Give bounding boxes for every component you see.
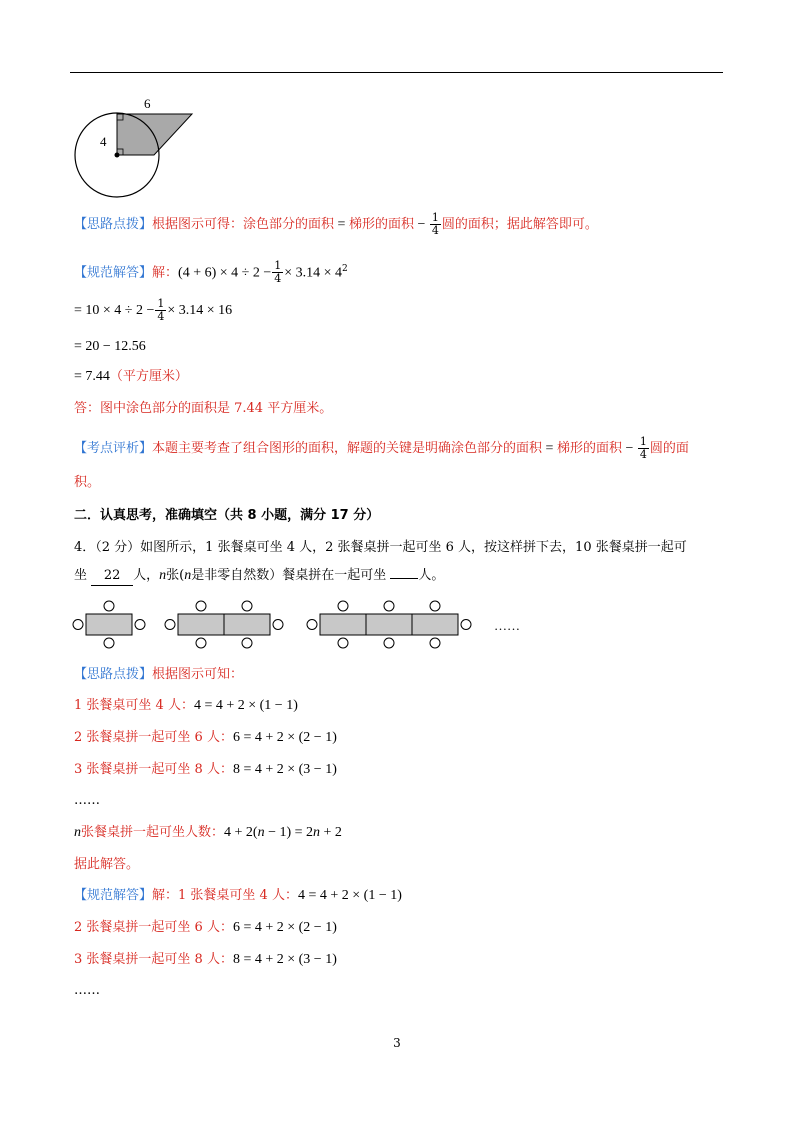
- review-line: 【考点评析】本题主要考查了组合图形的面积，解题的关键是明确涂色部分的面积 = 梯形的面积 − $\frac{1}{4}$ 圆的面: [74, 435, 689, 461]
- page-number: 3: [393, 1036, 401, 1050]
- label-side: 4: [100, 134, 107, 149]
- hint-row-1: 1 张餐桌可坐 4 人：4 = 4 + 2 × (1 − 1): [74, 698, 298, 713]
- hint-line-1: 【思路点拨】根据图示可得：涂色部分的面积 = 梯形的面积 − $\frac{1}{4}$ 圆的面积；据此解答即可。: [74, 211, 598, 237]
- section-heading: 二．认真思考，准确填空（共 8 小题，满分 17 分）: [74, 508, 380, 523]
- question-4-line-b: 坐 22 人，n张(n是非零自然数）餐桌拼在一起可坐 人。: [74, 567, 444, 586]
- hint-row-n: n张餐桌拼一起可坐人数：4 + 2(n − 1) = 2n + 2: [74, 825, 342, 840]
- answer-blank-1[interactable]: 22: [91, 567, 133, 586]
- fraction: $\frac{1}{4}$: [639, 435, 647, 461]
- answer-row-2: 2 张餐桌拼一起可坐 6 人：6 = 4 + 2 × (2 − 1): [74, 920, 337, 935]
- conclusion-line: 答：图中涂色部分的面积是 7.44 平方厘米。: [74, 401, 333, 416]
- header-rule: [70, 72, 723, 73]
- hint-row-2: 2 张餐桌拼一起可坐 6 人：6 = 4 + 2 × (2 − 1): [74, 730, 337, 745]
- hint-row-3: 3 张餐桌拼一起可坐 8 人：8 = 4 + 2 × (3 − 1): [74, 762, 337, 777]
- calc-line-5: = 7.44（平方厘米）: [74, 369, 188, 384]
- tables-figure: [70, 598, 540, 650]
- answer-dots: ……: [74, 983, 100, 998]
- question-4-line-a: 4．（2 分）如图所示，1 张餐桌可坐 4 人，2 张餐桌拼一起可坐 6 人，按这样拼下去，10 张餐桌拼一起可: [74, 540, 687, 555]
- circle-trapezoid-figure: [62, 92, 202, 204]
- answer-blank-2[interactable]: [390, 578, 418, 579]
- calc-line-3: = 10 × 4 ÷ 2 − $\frac{1}{4}$ × 3.14 × 16: [74, 297, 233, 323]
- two-tables-group: [165, 601, 283, 648]
- calc-line-4: = 20 − 12.56: [74, 339, 146, 354]
- one-table-group: [73, 601, 145, 648]
- fraction: $\frac{1}{4}$: [157, 297, 165, 323]
- answer-intro: 【规范解答】解：1 张餐桌可坐 4 人：4 = 4 + 2 × (1 − 1): [74, 888, 402, 903]
- hint-intro: 【思路点拨】根据图示可知：: [74, 667, 244, 682]
- answer-line-2: 【规范解答】解：(4 + 6) × 4 ÷ 2 − $\frac{1}{4}$ × $3.14 \times 4^2$: [74, 259, 348, 286]
- ellipsis: ……: [494, 618, 520, 633]
- fraction: $\frac{1}{4}$: [431, 211, 439, 237]
- label-top: 6: [144, 96, 151, 111]
- review-line-cont: 积。: [74, 475, 101, 490]
- three-tables-group: [307, 601, 471, 648]
- hint-end: 据此解答。: [74, 857, 140, 872]
- answer-row-3: 3 张餐桌拼一起可坐 8 人：8 = 4 + 2 × (3 − 1): [74, 952, 337, 967]
- fraction: $\frac{1}{4}$: [274, 259, 282, 286]
- hint-dots: ……: [74, 793, 100, 808]
